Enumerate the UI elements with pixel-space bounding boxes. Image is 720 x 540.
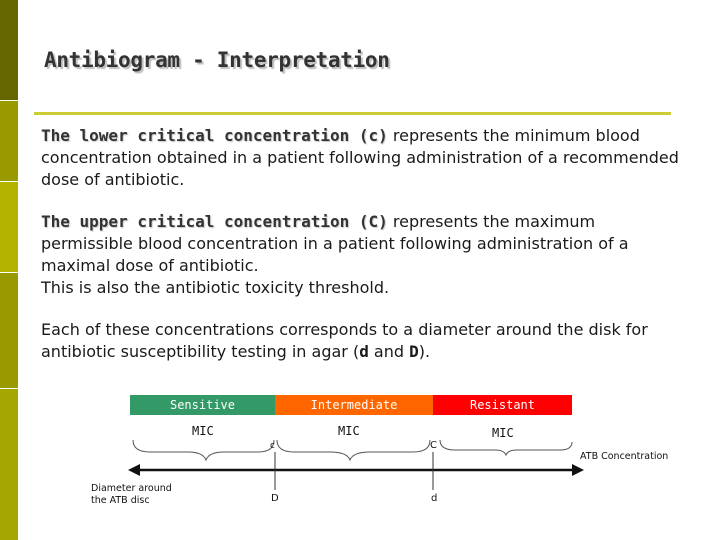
term-lower-critical: The lower critical concentration (c) xyxy=(41,126,388,145)
slide-title: Antibiogram - Interpretation xyxy=(44,48,390,72)
lower-critical-label: c xyxy=(270,441,275,451)
sensitive-band: Sensitive xyxy=(130,395,275,415)
intermediate-band: Intermediate xyxy=(275,395,433,415)
mic-brace-intermediate xyxy=(277,440,430,460)
small-d-label: d xyxy=(431,493,438,504)
big-d-label: D xyxy=(271,493,279,504)
mic-label-sensitive: MIC xyxy=(192,424,214,438)
paragraph-text: represents the minimum blood concentration obtained in a patient following administration of a recommended dose of antibiotic. xyxy=(41,126,679,189)
paragraph-text: and xyxy=(368,342,410,361)
paragraph-text: Each of these concentrations corresponds to a diameter around the disk for antibiotic susceptibility testing in agar ( xyxy=(41,320,648,361)
mic-brace-sensitive xyxy=(133,440,274,460)
toxicity-threshold-text: This is also the antibiotic toxicity threshold. xyxy=(41,278,390,297)
axis-left-arrowhead xyxy=(128,464,140,476)
diameter-label xyxy=(91,483,172,507)
mic-label-intermediate: MIC xyxy=(338,424,360,438)
paragraph-text: ). xyxy=(418,342,431,361)
resistant-band: Resistant xyxy=(433,395,572,415)
paragraph-text: represents the maximum permissible blood concentration in a patient following administration of a maximal dose of antibiotic. xyxy=(41,212,629,275)
mic-label-resistant: MIC xyxy=(492,426,514,440)
diameter-label-line: the ATB disc xyxy=(91,495,150,506)
small-d-letter: d xyxy=(359,342,369,361)
upper-critical-label: C xyxy=(430,440,437,451)
diameter-label-line: Diameter around xyxy=(91,483,172,494)
axis-right-arrowhead xyxy=(572,464,584,476)
mic-brace-resistant xyxy=(440,440,572,455)
big-d-letter: D xyxy=(409,342,419,361)
axis-label: ATB Concentration xyxy=(580,451,669,462)
term-upper-critical: The upper critical concentration (C) xyxy=(41,212,388,231)
